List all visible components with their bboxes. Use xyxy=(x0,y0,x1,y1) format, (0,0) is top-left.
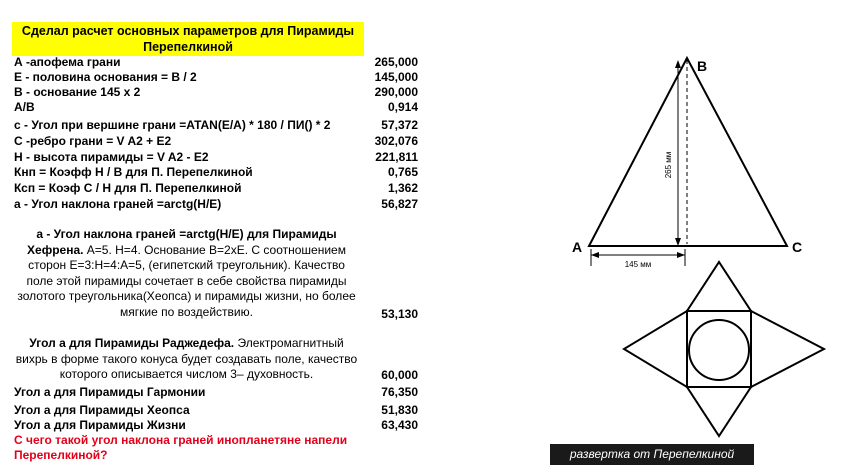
height-arrow-bottom xyxy=(675,238,681,246)
param-label-apothem: А -апофема грани xyxy=(14,55,121,69)
param-value-knp: 0,765 xyxy=(387,165,418,179)
vertex-c-label: С xyxy=(792,239,803,255)
param-value-apothem: 265,000 xyxy=(374,55,418,69)
param-label-base: В - основание 145 х 2 xyxy=(14,85,141,99)
khafre-value: 53,130 xyxy=(381,307,418,321)
param-label-half-base: Е - половина основания = В / 2 xyxy=(14,70,197,84)
param-label-height: Н - высота пирамиды = V A2 - E2 xyxy=(14,150,209,164)
param-value-apex-angle: 57,372 xyxy=(381,118,418,132)
angle-value-cheops: 51,830 xyxy=(381,403,418,417)
param-label-ksp: Ксп = Коэф С / Н для П. Перепелкиной xyxy=(14,181,242,195)
net-base-square xyxy=(687,311,751,387)
param-label-apex-angle: с - Угол при вершине грани =ATAN(E/A) * 180 / ПИ() * 2 xyxy=(14,118,331,132)
angle-label-harmony: Угол а для Пирамиды Гармонии xyxy=(14,385,206,399)
angle-label-cheops: Угол а для Пирамиды Хеопса xyxy=(14,403,190,417)
height-arrow-top xyxy=(675,60,681,68)
angle-value-life: 63,430 xyxy=(381,418,418,432)
param-label-slope: а - Угол наклона граней =arctg(H/E) xyxy=(14,197,222,211)
param-value-half-base: 145,000 xyxy=(374,70,418,84)
vertex-b-label: В xyxy=(697,58,708,74)
net-circle xyxy=(689,320,749,380)
height-label: 265 мм xyxy=(664,151,673,179)
djedefre-value: 60,000 xyxy=(381,368,418,382)
param-value-edge: 302,076 xyxy=(374,134,418,148)
pyramid-net xyxy=(624,262,824,436)
param-value-base: 290,000 xyxy=(374,85,418,99)
param-value-ratio: 0,914 xyxy=(387,100,418,114)
param-value-ksp: 1,362 xyxy=(387,181,418,195)
param-label-ratio: А/В xyxy=(14,100,35,114)
net-bottom-triangle xyxy=(687,387,751,436)
base-label: 145 мм xyxy=(624,260,652,269)
vertex-a-label: А xyxy=(572,239,583,255)
net-right-triangle xyxy=(751,311,824,387)
net-left-triangle xyxy=(624,311,687,387)
djedefre-text: Электромагнитный вихрь в форме такого конуса будет создавать поле, качество которого описывается числом 3– духовность. xyxy=(15,336,358,382)
page-title: Сделал расчет основных параметров для Пирамиды Перепелкиной xyxy=(12,22,364,56)
djedefre-heading: Угол а для Пирамиды Раджедефа. xyxy=(29,336,235,350)
angle-value-harmony: 76,350 xyxy=(381,385,418,399)
face-triangle xyxy=(589,58,787,246)
question-text: С чего такой угол наклона граней инопланетяне напели Перепелкиной? xyxy=(14,433,348,462)
param-label-knp: Кнп = Коэфф Н / В для П. Перепелкиной xyxy=(14,165,253,179)
param-label-edge: С -ребро грани = V A2 + E2 xyxy=(14,134,172,148)
param-value-height: 221,811 xyxy=(375,150,418,164)
khafre-heading: а - Угол наклона граней =arctg(H/E) для Пирамиды Хефрена. xyxy=(27,227,337,257)
khafre-text: А=5. Н=4. Основание В=2хЕ. С соотношением сторон Е=3:Н=4:А=5, (египетский треугольник). Качество поле этой пирамиды сочетает в себе свойства пирамиды золотого треугольника(Хеопса) и пирамиды жизни, но более мягкие по воздействию. xyxy=(17,242,356,319)
unfold-caption: развертка от Перепелкиной xyxy=(550,444,754,465)
net-top-triangle xyxy=(687,262,751,311)
param-value-slope: 56,827 xyxy=(381,197,418,211)
angle-label-life: Угол а для Пирамиды Жизни xyxy=(14,418,186,432)
